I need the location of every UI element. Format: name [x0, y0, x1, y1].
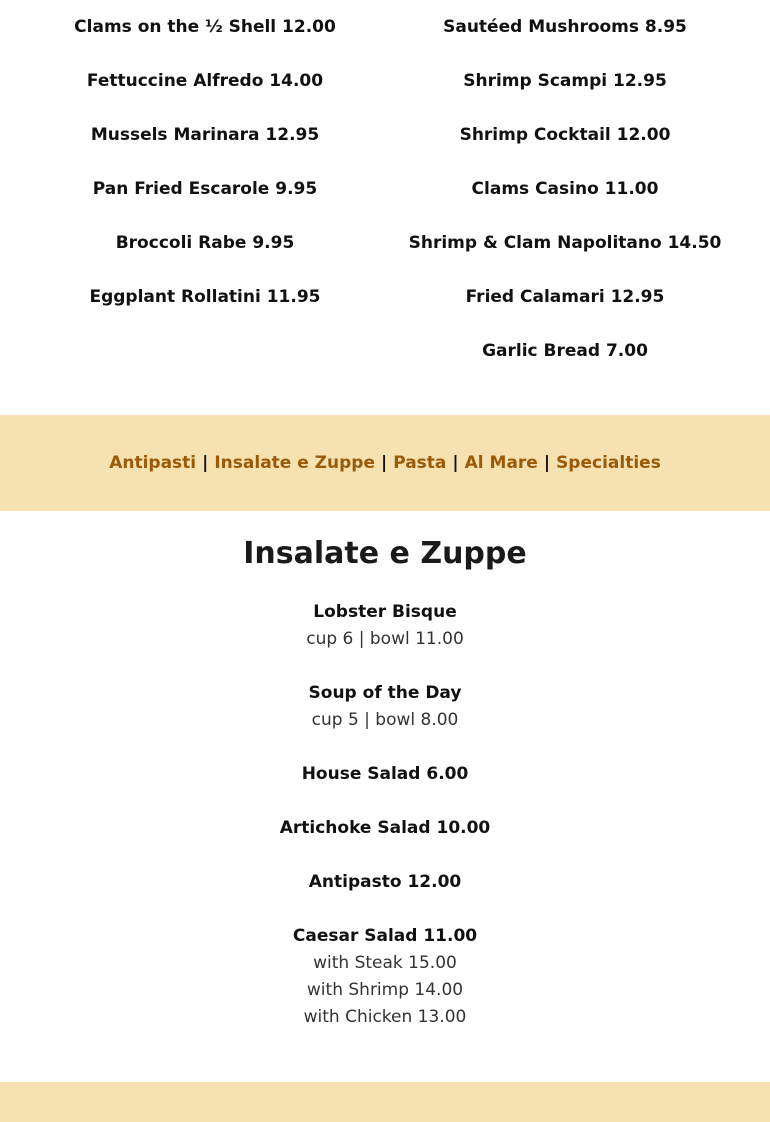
menu-item-option: with Steak 15.00 [313, 953, 457, 973]
nav-separator: | [452, 453, 459, 473]
bottom-nav-band [0, 1082, 770, 1122]
menu-item: Pan Fried Escarole 9.95 [92, 179, 318, 199]
menu-item-name: House Salad 6.00 [301, 764, 469, 784]
menu-item-block [306, 599, 464, 653]
section-title: Insalate e Zuppe [243, 536, 527, 571]
menu-item: Broccoli Rabe 9.95 [115, 233, 295, 253]
antipasti-left-column [25, 14, 385, 338]
menu-item: Fettuccine Alfredo 14.00 [86, 71, 324, 91]
nav-link-pasta[interactable]: Pasta [393, 453, 447, 473]
menu-item-name: Caesar Salad 11.00 [292, 926, 478, 946]
menu-item-option: cup 6 | bowl 11.00 [306, 629, 464, 649]
nav-link-antipasti[interactable]: Antipasti [109, 453, 197, 473]
menu-item-option: with Shrimp 14.00 [306, 980, 464, 1000]
nav-separator: | [202, 453, 209, 473]
menu-category-nav [0, 415, 770, 511]
menu-item-name: Antipasto 12.00 [308, 872, 462, 892]
antipasti-right-column [385, 14, 745, 392]
nav-link-insalate-e-zuppe[interactable]: Insalate e Zuppe [214, 453, 375, 473]
menu-item: Garlic Bread 7.00 [482, 341, 648, 361]
menu-item-block [293, 923, 477, 1031]
menu-item-block [302, 761, 469, 788]
menu-item-name: Lobster Bisque [313, 602, 457, 622]
menu-item: Eggplant Rollatini 11.95 [89, 287, 321, 307]
menu-item: Clams on the ½ Shell 12.00 [74, 17, 336, 37]
menu-item-name: Soup of the Day [308, 683, 462, 703]
insalate-e-zuppe-list [0, 599, 770, 1058]
nav-separator: | [543, 453, 551, 473]
menu-item-block [309, 869, 461, 896]
menu-item-option: cup 5 | bowl 8.00 [311, 710, 459, 730]
menu-item-block [309, 680, 462, 734]
menu-item: Shrimp & Clam Napolitano 14.50 [408, 233, 722, 253]
menu-item: Mussels Marinara 12.95 [90, 125, 320, 145]
menu-item-option: with Chicken 13.00 [303, 1007, 467, 1027]
menu-item: Fried Calamari 12.95 [465, 287, 665, 307]
nav-link-al-mare[interactable]: Al Mare [464, 453, 538, 473]
menu-item: Sautéed Mushrooms 8.95 [443, 17, 687, 37]
nav-separator: | [380, 453, 388, 473]
menu-item-name: Artichoke Salad 10.00 [279, 818, 491, 838]
nav-link-specialties[interactable]: Specialties [556, 453, 661, 473]
menu-item: Shrimp Cocktail 12.00 [459, 125, 671, 145]
menu-item: Shrimp Scampi 12.95 [463, 71, 667, 91]
menu-item: Clams Casino 11.00 [471, 179, 659, 199]
menu-item-block [280, 815, 491, 842]
